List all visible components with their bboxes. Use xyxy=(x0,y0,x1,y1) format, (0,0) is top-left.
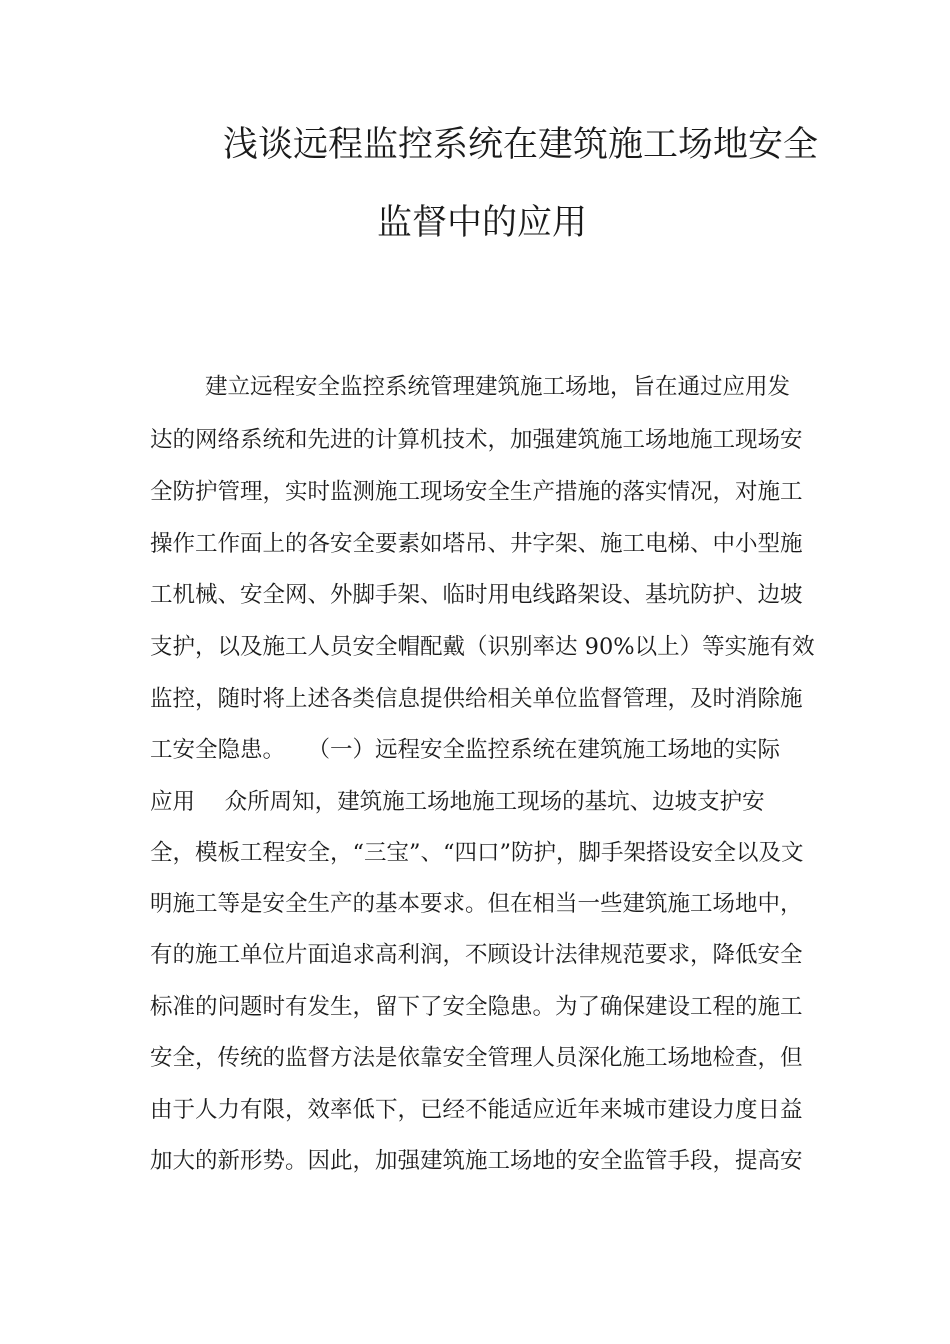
paragraph-line: 工机械、安全网、外脚手架、临时用电线路架设、基坑防护、边坡 xyxy=(150,582,803,608)
paragraph-line: 操作工作面上的各安全要素如塔吊、井字架、施工电梯、中小型施 xyxy=(150,531,803,557)
paragraph-line: 明施工等是安全生产的基本要求。但在相当一些建筑施工场地中， xyxy=(150,891,803,917)
paragraph-line: 支护，以及施工人员安全帽配戴（识别率达 90%以上）等实施有效 xyxy=(150,634,815,660)
paragraph-line: 有的施工单位片面追求高利润，不顾设计法律规范要求，降低安全 xyxy=(150,942,803,968)
paragraph-line: 工安全隐患。 （一）远程安全监控系统在建筑施工场地的实际 xyxy=(150,737,781,763)
paragraph-line: 达的网络系统和先进的计算机技术，加强建筑施工场地施工现场安 xyxy=(150,427,803,453)
paragraph-line: 应用 众所周知，建筑施工场地施工现场的基坑、边坡支护安 xyxy=(150,789,765,815)
document-title-line-1: 浅谈远程监控系统在建筑施工场地安全 xyxy=(223,125,819,165)
paragraph-line: 监控，随时将上述各类信息提供给相关单位监督管理，及时消除施 xyxy=(150,686,803,712)
document-title-line-2: 监督中的应用 xyxy=(377,203,588,243)
paragraph-line: 建立远程安全监控系统管理建筑施工场地，旨在通过应用发 xyxy=(205,374,791,400)
paragraph-line: 全，模板工程安全，“三宝”、“四口”防护，脚手架搭设安全以及文 xyxy=(150,840,804,866)
paragraph-line: 安全，传统的监督方法是依靠安全管理人员深化施工场地检查，但 xyxy=(150,1045,803,1071)
paragraph-line: 标准的问题时有发生，留下了安全隐患。为了确保建设工程的施工 xyxy=(150,994,803,1020)
paragraph-line: 由于人力有限，效率低下，已经不能适应近年来城市建设力度日益 xyxy=(150,1097,803,1123)
paragraph-line: 加大的新形势。因此，加强建筑施工场地的安全监管手段，提高安 xyxy=(150,1148,803,1174)
paragraph-line: 全防护管理，实时监测施工现场安全生产措施的落实情况，对施工 xyxy=(150,479,803,505)
